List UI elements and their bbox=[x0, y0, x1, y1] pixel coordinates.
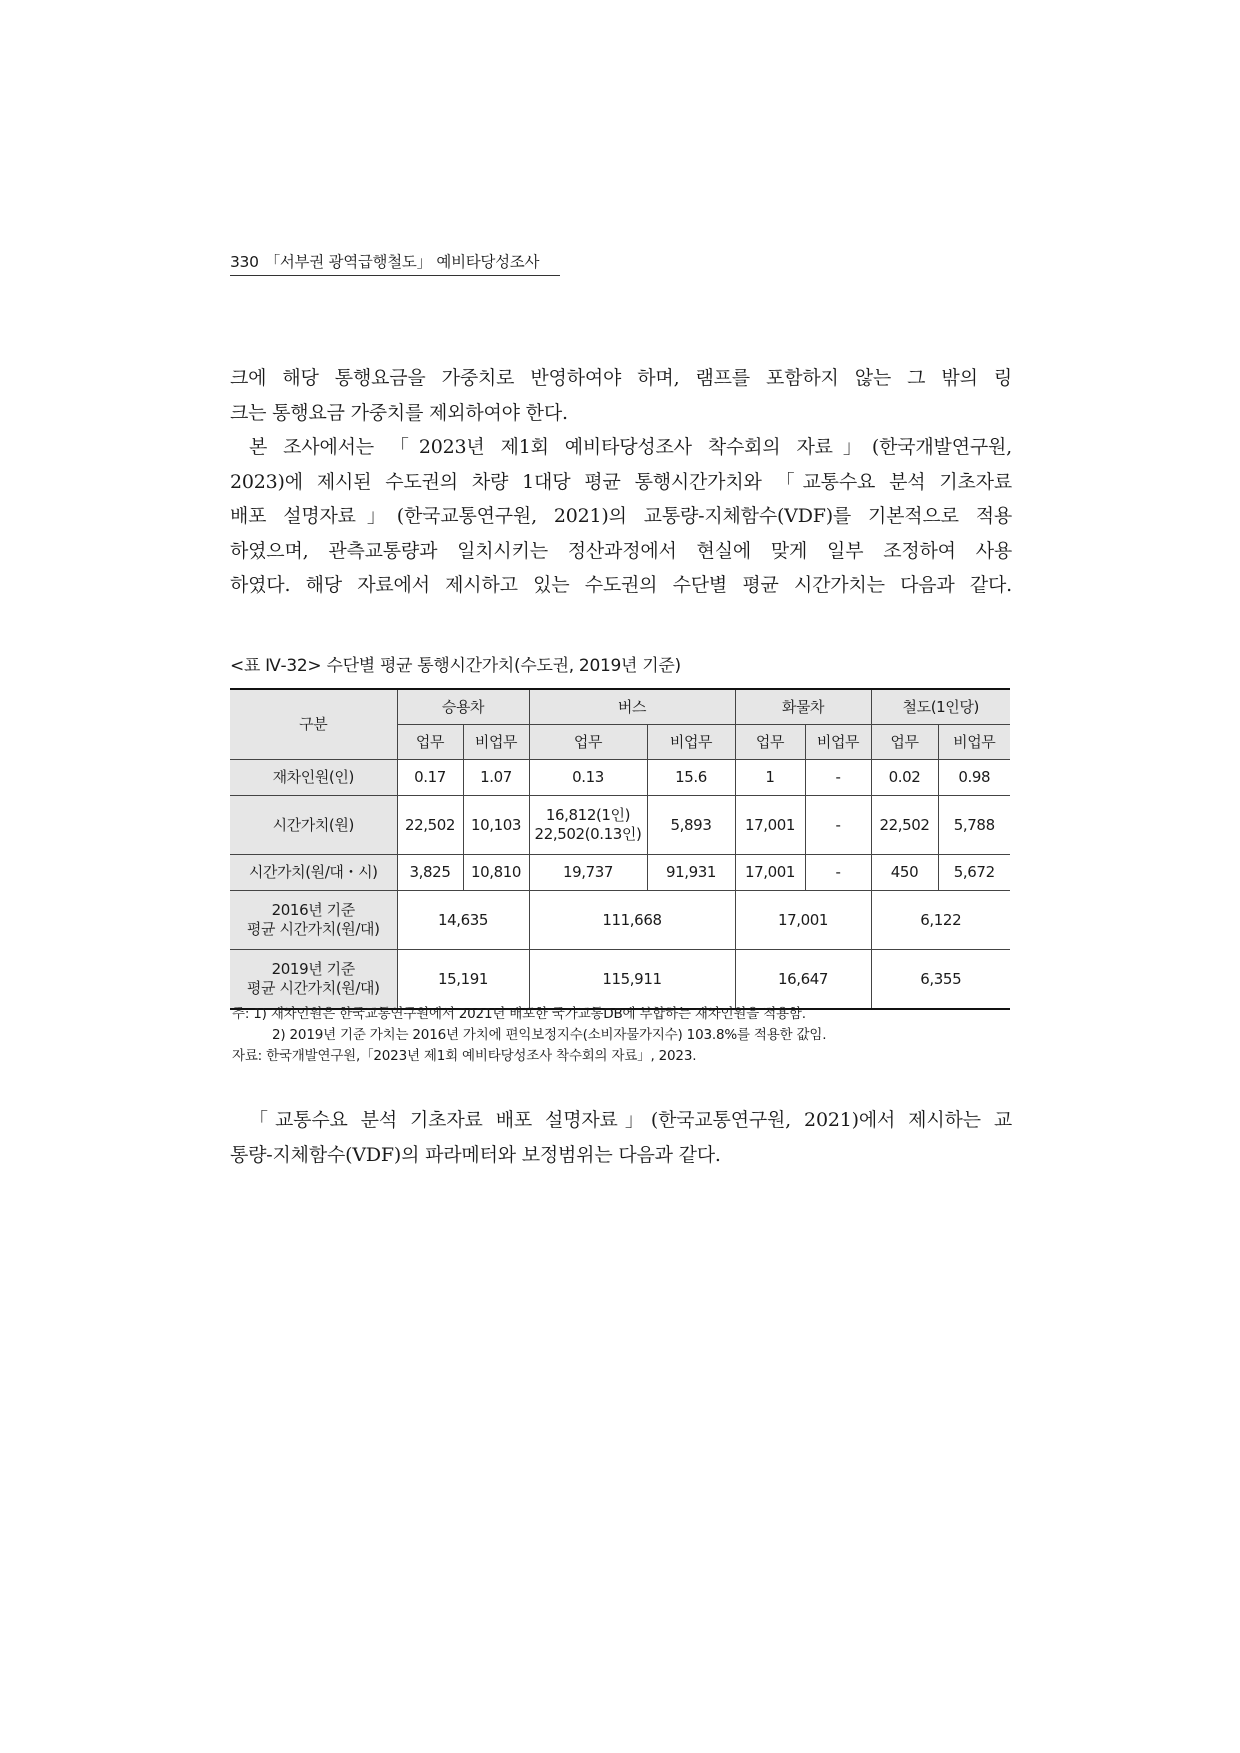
table-cell: - bbox=[805, 760, 871, 796]
table-cell-truck: 16,647 bbox=[735, 950, 871, 1010]
header-category: 구분 bbox=[230, 689, 397, 760]
table-cell: - bbox=[805, 796, 871, 855]
subheader-work: 업무 bbox=[397, 725, 463, 760]
row-label-line-1: 2016년 기준 bbox=[271, 901, 355, 919]
bus-work-line-1: 16,812(1인) bbox=[545, 806, 631, 824]
table-cell: 5,788 bbox=[938, 796, 1010, 855]
subheader-work: 업무 bbox=[735, 725, 805, 760]
table-cell: - bbox=[805, 855, 871, 891]
table-row bbox=[230, 950, 1010, 1010]
subheader-nonwork: 비업무 bbox=[647, 725, 735, 760]
table-cell-bus: 115,911 bbox=[529, 950, 735, 1010]
table-cell-car: 15,191 bbox=[397, 950, 529, 1010]
running-title: 「서부권 광역급행철도」 예비타당성조사 bbox=[264, 253, 540, 271]
paragraph-3-line: 통량-지체함수(VDF)의 파라메터와 보정범위는 다음과 같다. bbox=[230, 1143, 721, 1166]
table-cell: 0.98 bbox=[938, 760, 1010, 796]
table-cell-bus: 111,668 bbox=[529, 891, 735, 950]
table-cell: 1 bbox=[735, 760, 805, 796]
table-cell: 0.02 bbox=[871, 760, 938, 796]
table-cell: 3,825 bbox=[397, 855, 463, 891]
table-cell: 5,672 bbox=[938, 855, 1010, 891]
table-row bbox=[230, 891, 1010, 950]
table-caption: <표 Ⅳ-32> 수단별 평균 통행시간가치(수도권, 2019년 기준) bbox=[230, 656, 681, 676]
subheader-nonwork: 비업무 bbox=[805, 725, 871, 760]
subheader-work: 업무 bbox=[529, 725, 647, 760]
subheader-work: 업무 bbox=[871, 725, 938, 760]
paragraph-1-line: 크는 통행요금 가중치를 제외하여야 한다. bbox=[230, 401, 568, 424]
running-header bbox=[230, 250, 560, 276]
table-cell: 22,502 bbox=[397, 796, 463, 855]
paragraph-3-line: 「교통수요 분석 기초자료 배포 설명자료」(한국교통연구원, 2021)에서 제시하는 교 bbox=[249, 1109, 1012, 1131]
row-label-line-2: 평균 시간가치(원/대) bbox=[246, 920, 380, 938]
table-cell-truck: 17,001 bbox=[735, 891, 871, 950]
paragraph-1-line: 크에 해당 통행요금을 가중치로 반영하여야 하며, 램프를 포함하지 않는 그 밖의 링 bbox=[230, 367, 1012, 389]
paragraph-2-line: 하였으며, 관측교통량과 일치시키는 정산과정에서 현실에 맞게 일부 조정하여 사용 bbox=[230, 539, 1012, 562]
table-cell: 91,931 bbox=[647, 855, 735, 891]
table-cell: 22,502 bbox=[871, 796, 938, 855]
note-2: 2) 2019년 기준 가치는 2016년 가치에 편익보정지수(소비자물가지수) 103.8%를 적용한 값임. bbox=[272, 1027, 827, 1043]
table-row bbox=[230, 855, 1010, 891]
row-label bbox=[230, 950, 397, 1010]
subheader-nonwork: 비업무 bbox=[463, 725, 529, 760]
row-label-line-2: 평균 시간가치(원/대) bbox=[246, 979, 380, 997]
subheader-nonwork: 비업무 bbox=[938, 725, 1010, 760]
table-cell: 10,103 bbox=[463, 796, 529, 855]
bus-work-line-2: 22,502(0.13인) bbox=[534, 825, 642, 843]
header-rail: 철도(1인당) bbox=[871, 689, 1010, 725]
table-cell: 0.13 bbox=[529, 760, 647, 796]
table-cell: 1.07 bbox=[463, 760, 529, 796]
header-bus: 버스 bbox=[529, 689, 735, 725]
table-row bbox=[230, 760, 1010, 796]
header-truck: 화물차 bbox=[735, 689, 871, 725]
table-cell: 0.17 bbox=[397, 760, 463, 796]
row-label-line-1: 2019년 기준 bbox=[271, 960, 355, 978]
table-cell: 17,001 bbox=[735, 855, 805, 891]
paragraph-2-line: 하였다. 해당 자료에서 제시하고 있는 수도권의 수단별 평균 시간가치는 다음과 같다. bbox=[230, 574, 1012, 596]
table-cell-rail: 6,122 bbox=[871, 891, 1010, 950]
table-cell-rail: 6,355 bbox=[871, 950, 1010, 1010]
table-notes bbox=[232, 1004, 826, 1067]
table-cell: 17,001 bbox=[735, 796, 805, 855]
table-cell: 5,893 bbox=[647, 796, 735, 855]
table-cell-bus-work bbox=[529, 796, 647, 855]
header-car: 승용차 bbox=[397, 689, 529, 725]
page-number: 330 bbox=[230, 253, 259, 271]
source-note: 자료: 한국개발연구원,「2023년 제1회 예비타당성조사 착수회의 자료」, 2023. bbox=[232, 1048, 697, 1064]
table-cell: 15.6 bbox=[647, 760, 735, 796]
table-cell-car: 14,635 bbox=[397, 891, 529, 950]
row-label bbox=[230, 891, 397, 950]
paragraph-2-line: 본 조사에서는 「2023년 제1회 예비타당성조사 착수회의 자료」(한국개발연구원, bbox=[249, 436, 1012, 458]
row-label: 시간가치(원) bbox=[230, 796, 397, 855]
paragraph-2-line: 2023)에 제시된 수도권의 차량 1대당 평균 통행시간가치와 「교통수요 분석 기초자료 bbox=[230, 470, 1012, 493]
value-of-time-table bbox=[230, 688, 1010, 1010]
row-label: 시간가치(원/대・시) bbox=[230, 855, 397, 891]
table-row bbox=[230, 796, 1010, 855]
note-1: 주: 1) 재차인원은 한국교통연구원에서 2021년 배포한 국가교통DB에 부합하는 재차인원을 적용함. bbox=[232, 1006, 806, 1022]
table-cell: 450 bbox=[871, 855, 938, 891]
body-paragraphs bbox=[230, 361, 1012, 603]
paragraph-2-line: 배포 설명자료」(한국교통연구원, 2021)의 교통량-지체함수(VDF)를 기본적으로 적용 bbox=[230, 505, 1012, 527]
table-cell: 19,737 bbox=[529, 855, 647, 891]
table-cell: 10,810 bbox=[463, 855, 529, 891]
row-label: 재차인원(인) bbox=[230, 760, 397, 796]
body-paragraph-3 bbox=[230, 1103, 1012, 1172]
